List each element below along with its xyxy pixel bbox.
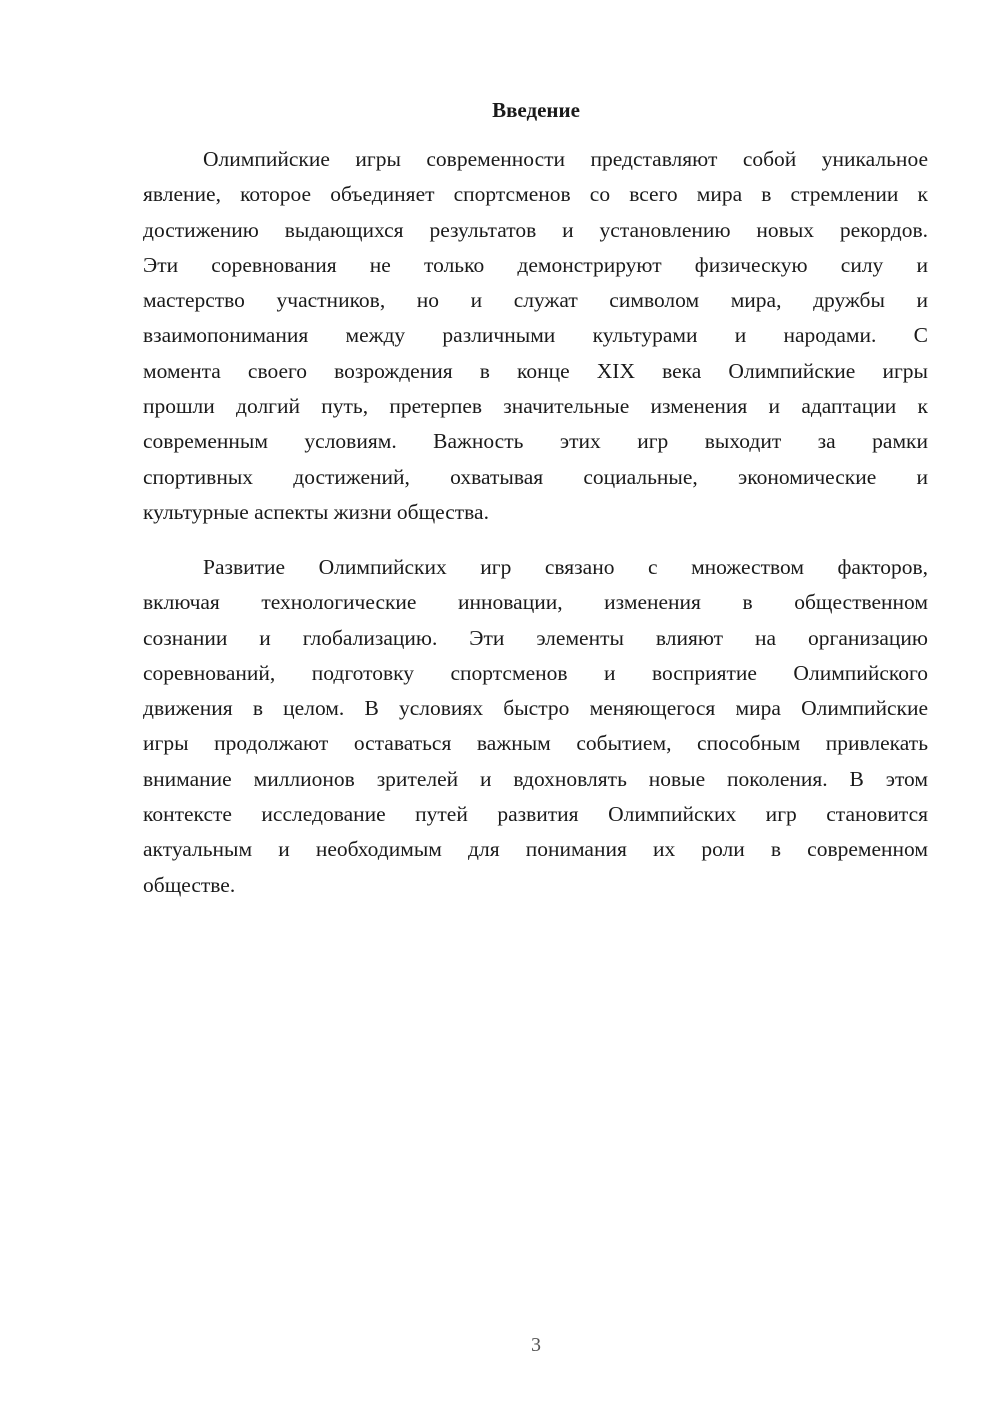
text-line: культурные аспекты жизни общества. [143, 499, 489, 524]
text-line: игры продолжают оставаться важным событием, способным привлекать [143, 731, 928, 756]
text-line: современным условиям. Важность этих игр выходит за рамки [143, 429, 928, 454]
text-line: обществе. [143, 872, 236, 897]
paragraph-2 [143, 550, 928, 903]
text-line: явление, которое объединяет спортсменов со всего мира в стремлении к [143, 182, 928, 207]
page-number: 3 [531, 1334, 541, 1356]
text-line: включая технологические инновации, изменения в общественном [143, 590, 928, 615]
text-line: Эти соревнования не только демонстрируют физическую силу и [143, 252, 928, 277]
text-line: мастерство участников, но и служат символом мира, дружбы и [143, 288, 928, 313]
text-line: актуальным и необходимым для понимания их роли в современном [143, 837, 928, 862]
text-line: контексте исследование путей развития Олимпийских игр становится [143, 802, 928, 827]
text-line: внимание миллионов зрителей и вдохновлять новые поколения. В этом [143, 766, 928, 791]
text-line: прошли долгий путь, претерпев значительные изменения и адаптации к [143, 394, 928, 419]
text-line: взаимопонимания между различными культурами и народами. С [143, 323, 928, 348]
text-line: соревнований, подготовку спортсменов и восприятие Олимпийского [143, 660, 928, 685]
text-line: момента своего возрождения в конце XIX века Олимпийские игры [143, 358, 928, 383]
text-line: Развитие Олимпийских игр связано с множеством факторов, [203, 555, 928, 579]
section-title: Введение [492, 98, 580, 122]
text-line: спортивных достижений, охватывая социальные, экономические и [143, 464, 928, 489]
text-line: движения в целом. В условиях быстро меняющегося мира Олимпийские [143, 696, 928, 721]
paragraph-1 [143, 142, 928, 530]
text-line: сознании и глобализацию. Эти элементы влияют на организацию [143, 625, 928, 650]
text-line: Олимпийские игры современности представляют собой уникальное [203, 147, 928, 171]
text-line: достижению выдающихся результатов и установлению новых рекордов. [143, 217, 928, 242]
